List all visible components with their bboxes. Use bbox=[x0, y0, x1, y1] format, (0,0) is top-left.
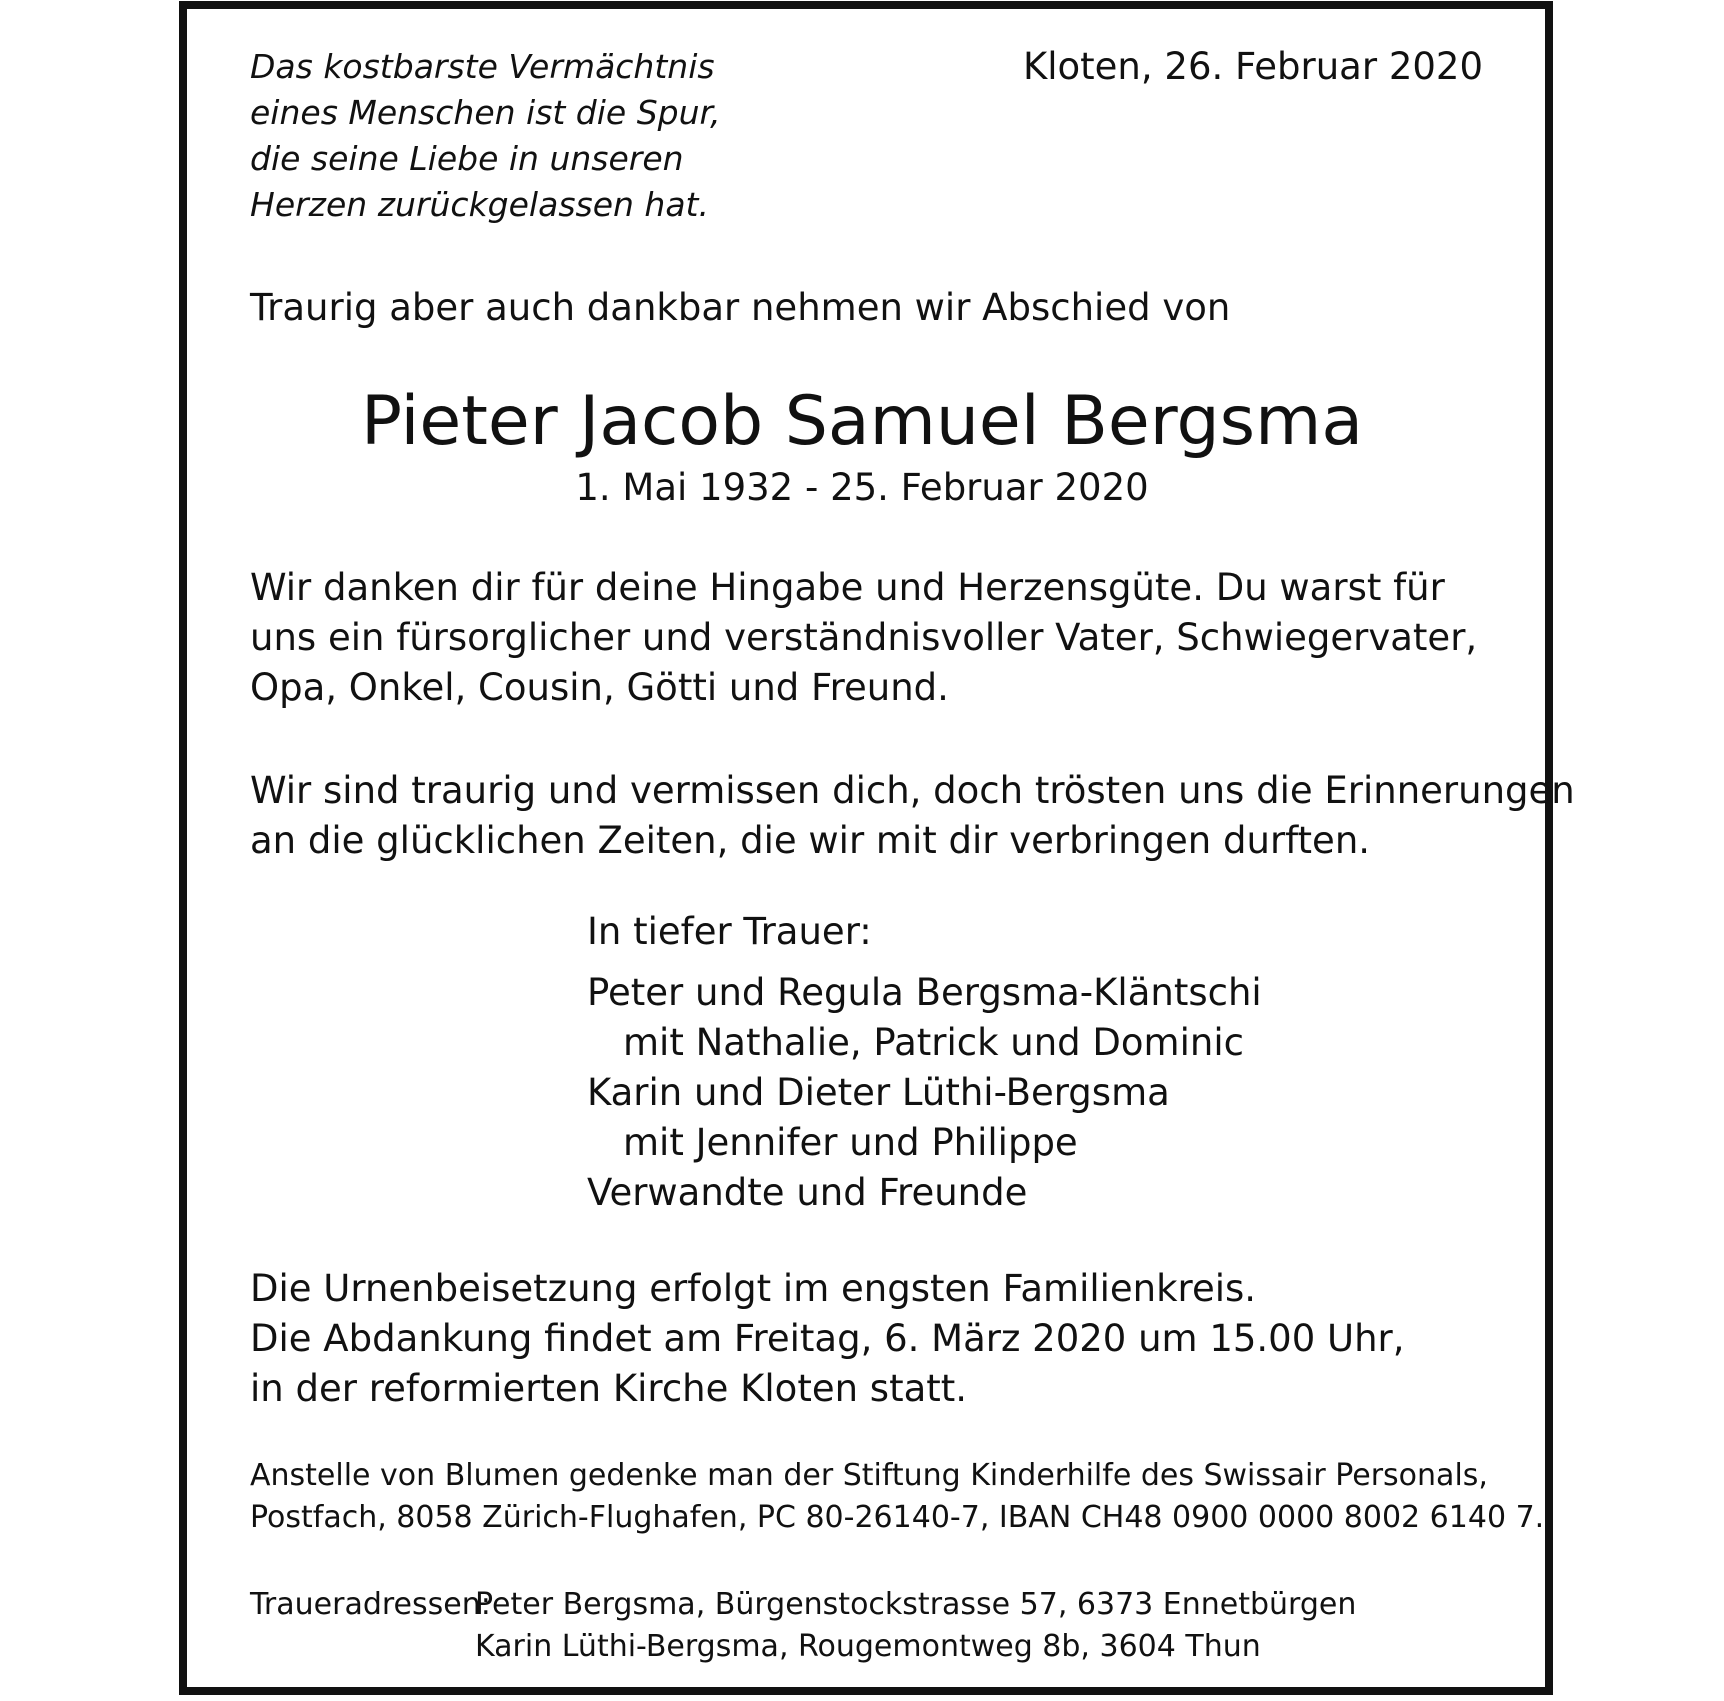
paragraph-line: Wir sind traurig und vermissen dich, doch trösten uns die Erinnerungen bbox=[250, 769, 1575, 812]
donation-note bbox=[250, 1455, 1544, 1539]
memories-paragraph bbox=[250, 766, 1575, 866]
donation-line: Anstelle von Blumen gedenke man der Stiftung Kinderhilfe des Swissair Personals, bbox=[250, 1458, 1488, 1493]
deceased-name: Pieter Jacob Samuel Bergsma bbox=[360, 382, 1364, 461]
mourners-list bbox=[587, 968, 1262, 1218]
paragraph-line: Die Abdankung findet am Freitag, 6. März 2020 um 15.00 Uhr, bbox=[250, 1317, 1405, 1360]
paragraph-line: Die Urnenbeisetzung erfolgt im engsten Familienkreis. bbox=[250, 1267, 1257, 1310]
quote-line: Das kostbarste Vermächtnis bbox=[250, 47, 715, 86]
paragraph-line: uns ein fürsorglicher und verständnisvoller Vater, Schwiegervater, bbox=[250, 616, 1478, 659]
mourning-heading: In tiefer Trauer: bbox=[587, 910, 872, 953]
addresses-label: Traueradressen: bbox=[250, 1587, 491, 1622]
quote-line: eines Menschen ist die Spur, bbox=[250, 93, 721, 132]
paragraph-line: Wir danken dir für deine Hingabe und Herzensgüte. Du warst für bbox=[250, 566, 1445, 609]
ceremony-paragraph bbox=[250, 1264, 1405, 1414]
quote-line: die seine Liebe in unseren bbox=[250, 139, 684, 178]
address-line: Peter Bergsma, Bürgenstockstrasse 57, 6373 Ennetbürgen bbox=[475, 1587, 1357, 1622]
address-line: Karin Lüthi-Bergsma, Rougemontweg 8b, 3604 Thun bbox=[475, 1629, 1261, 1664]
intro-line: Traurig aber auch dankbar nehmen wir Abschied von bbox=[250, 286, 1231, 329]
mourner-line: mit Nathalie, Patrick und Dominic bbox=[623, 1021, 1244, 1064]
paragraph-line: in der reformierten Kirche Kloten statt. bbox=[250, 1367, 968, 1410]
mourner-line: Karin und Dieter Lüthi-Bergsma bbox=[587, 1071, 1170, 1114]
quote-line: Herzen zurückgelassen hat. bbox=[250, 185, 709, 224]
mourning-addresses bbox=[475, 1584, 1356, 1668]
memorial-quote bbox=[250, 44, 721, 228]
thanks-paragraph bbox=[250, 563, 1477, 713]
place-date: Kloten, 26. Februar 2020 bbox=[1022, 45, 1483, 88]
paragraph-line: an die glücklichen Zeiten, die wir mit dir verbringen durften. bbox=[250, 819, 1371, 862]
donation-line: Postfach, 8058 Zürich-Flughafen, PC 80-26140-7, IBAN CH48 0900 0000 8002 6140 7. bbox=[250, 1500, 1545, 1535]
life-dates: 1. Mai 1932 - 25. Februar 2020 bbox=[575, 466, 1149, 509]
mourner-line: mit Jennifer und Philippe bbox=[623, 1121, 1078, 1164]
paragraph-line: Opa, Onkel, Cousin, Götti und Freund. bbox=[250, 666, 949, 709]
mourner-line: Verwandte und Freunde bbox=[587, 1171, 1028, 1214]
mourner-line: Peter und Regula Bergsma-Kläntschi bbox=[587, 971, 1262, 1014]
